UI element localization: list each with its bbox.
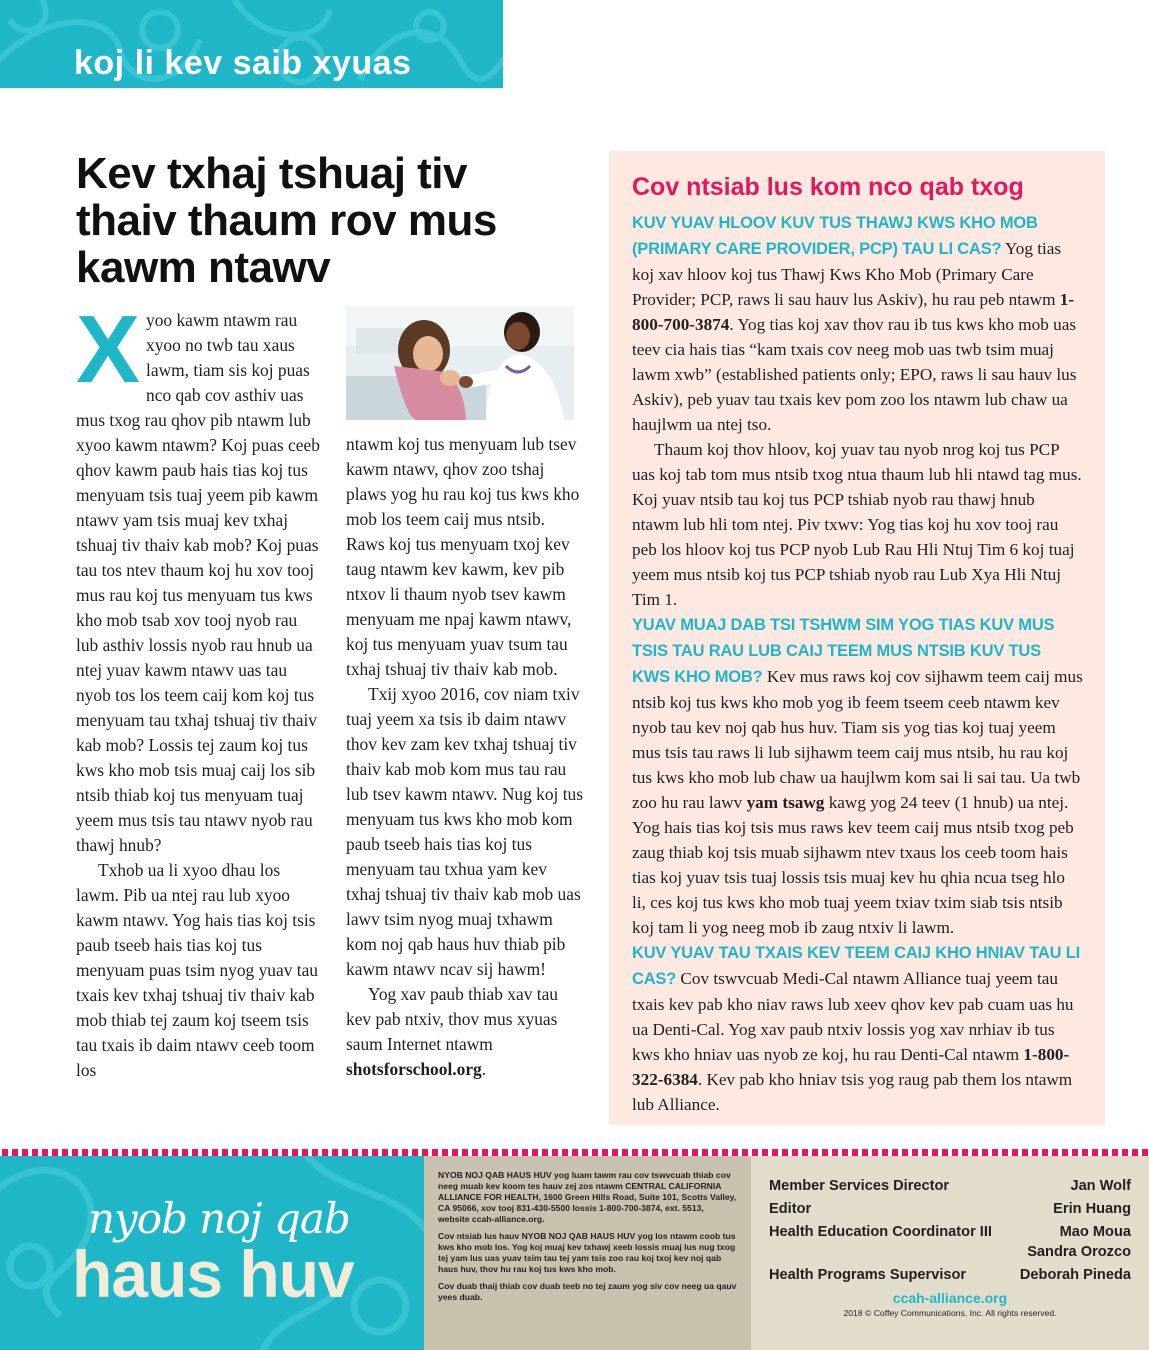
masthead-text: Cov ntsiab lus hauv NYOB NOJ QAB HAUS HUV yog los ntawm coob tus kws kho mob los. Yog koj muaj kev txhawj xeeb lossis muaj lus nug txog tej yam lus uas yuav tsim tau tej yam tsis zoo rau koj txoj kev noj qab haus huv, thov hu rau koj tus kws kho mob. <box>438 1231 736 1274</box>
faq-answer: . Yog tias koj xav thov rau ib tus kws kho mob uas teev cia hais tias “kam txais cov neeg mob uas twb tsim muaj lawm xwb” (established patients only; EPO, raws li sau hauv lus Askiv), peb yuav tau txais kev pom zoo los ntawm lub chaw ua haujlwm ua ntej tso. <box>632 315 1077 434</box>
faq-question: YUAV MUAJ DAB TSI TSHWM SIM YOG TIAS KUV MUS TSIS TAU RAU LUB CAIJ TEEM MUS NTSIB KUV TUS KWS KHO MOB? <box>632 616 1055 686</box>
sidebar-faq-2 <box>632 612 1083 940</box>
staff-role: Health Education Coordinator III <box>769 1224 992 1240</box>
staff-credits <box>751 1156 1149 1350</box>
staff-role: Editor <box>769 1201 812 1217</box>
staff-name: Sandra Orozco <box>1027 1244 1131 1260</box>
staff-name: Jan Wolf <box>1070 1178 1131 1194</box>
staff-name: Deborah Pineda <box>1019 1267 1131 1283</box>
brand-block <box>0 1156 424 1350</box>
faq-question: KUV YUAV TAU TXAIS KEV TEEM CAIJ KHO HNIAV TAU LI CAS? <box>632 944 1080 988</box>
website-link[interactable]: shotsforschool.org <box>346 1059 482 1079</box>
article-column-1 <box>76 296 322 1083</box>
doctor-child-photo <box>346 306 574 420</box>
sidebar-faq-3 <box>632 940 1083 1117</box>
staff-name: Mao Moua <box>1059 1224 1131 1240</box>
faq-answer: Thaum koj thov hloov, koj yuav tau nyob nrog koj tus PCP uas koj tab tom mus ntsib txog ntua thaum lub hli ntawd tag mus. Koj yuav ntsib tau koj tus PCP tshiab nyob rau thawj hnub ntawm lub hli tom ntej. Piv txwv: Yog tias koj hu xov tooj rau peb los hloov koj tus PCP nyob Lub Rau Hli Ntuj Tim 6 koj tuaj yeem mus ntsib koj tus PCP tshiab nyob rau Lub Xya Hli Ntuj Tim 1. <box>632 440 1082 609</box>
article-headline: Kev txhaj tshuaj tiv thaiv thaum rov mus kawm ntawv <box>76 149 497 292</box>
faq-answer: Yog tias koj xav hloov koj tus Thawj Kws Kho Mob (Primary Care Provider; PCP, raws li sau hauv lus Askiv), hu rau peb ntawm <box>632 239 1062 309</box>
faq-question: KUV YUAV HLOOV KUV TUS THAWJ KWS KHO MOB (PRIMARY CARE PROVIDER, PCP) TAU LI CAS? <box>632 214 1038 258</box>
article-paragraph: Txij xyoo 2016, cov niam txiv tuaj yeem xa tsis ib daim ntawv thov kev zam kev txhaj tshuaj tiv thaiv kab mob kom mus tau rau lub tsev kawm ntawv. Nug koj tus menyuam tus kws kho mob kom paub tseeb hais tias koj tus menyuam tau txhua yam kev txhaj tshuaj tiv thaiv kab mob uas lawv tsim nyog muaj txhawm kom noj qab haus huv thiab pib kawm ntawv ncav sij hawm! <box>346 684 584 979</box>
article-paragraph <box>346 982 586 1082</box>
faq-answer: Cov tswvcuab Medi-Cal ntawm Alliance tuaj yeem tau txais kev pab kho niav raws lub xeev qhov kev pab cuam uas hu ua Denti-Cal. Yog xav paub ntxiv lossis yog xav nrhiav ib tus kws kho hniav uas nyob ze koj, hu rau Denti-Cal ntawm <box>632 969 1074 1064</box>
photo-illustration-icon <box>346 306 574 420</box>
faq-answer: kawg yog 24 teev (1 hnub) ua ntej. Yog hais tias koj tsis mus raws kev teem caij mus ntsib txog peb zaug thiab koj tsis muab sijhawm ntev txaus los ceeb toom hais tias koj yuav tsis tuaj lossis tsis muaj kev hu qhia ncua tseg hlo li, ces koj tus kws kho mob tuaj yeem txiav txim siab tsis ntsib koj tam li yog neeg mob ib zaug ntxiv li lawm. <box>632 793 1074 937</box>
article-paragraph: Txhob ua li xyoo dhau los lawm. Pib ua ntej rau lub xyoo kawm ntawv. Yog hais tias koj tsis paub tseeb hais tias koj tus menyuam puas tsim nyog yuav tau txais kev txhaj tshuaj tiv thaiv kab mob thiab tej zaum koj tseem tsis tau txais ib daim ntawv ceeb toom los <box>76 860 318 1080</box>
section-title: koj li kev saib xyuas <box>74 44 412 82</box>
faq-answer: Kev mus raws koj cov sijhawm teem caij mus ntsib koj tus kws kho mob yog ib feem tseem ceeb ntawm kev nyob tau kev noj qab hus huv. Tiam sis yog tias koj tuaj yeem mus tsis tau raws li lub sijhawm teem caij mus ntsib, hu rau koj tus kws kho mob lub chaw ua haujlwm kom sai li sai tau. Ua twb zoo hu rau lawv <box>632 667 1083 812</box>
phone-number: 1-800-322-6384 <box>632 1045 1070 1089</box>
article-paragraph: yoo kawm ntawm rau xyoo no twb tau xaus lawm, tiam sis koj puas nco qab cov asthiv uas mus txog rau qhov pib ntawm lub xyoo kawm ntawm? Koj puas ceeb qhov kawm paub hais tias koj tus menyuam tsis tuaj yeem pib kawm ntawv yam tsis muaj kev txhaj tshuaj tiv thaiv kab mob? Koj puas tau tos ntev thaum koj hu xov tooj mus rau koj tus menyuam tus kws kho mob tsab xov tooj nyob rau lub asthiv lossis nyob rau hnub ua ntej yuav kawm ntawv uas tau nyob tos los teem caij kom koj tus menyuam tau txhaj tshuaj tiv thaiv kab mob? Lossis tej zaum koj tus kws kho mob tsis muaj caij los sib ntsib thiab koj tus menyuam tuaj yeem mus tsis tau ntawv nyob rau thawj hnub? <box>76 310 320 855</box>
article-paragraph: ntawm koj tus menyuam lub tsev kawm ntawv, qhov zoo tshaj plaws yog hu rau koj tus kws kho mob los teem caij mus ntsib. Raws koj tus menyuam txoj kev taug ntawm kev kawm, kev pib ntxov li thaum nyob tsev kawm menyuam me npaj kawm ntawv, koj tus menyuam yuav tsum tau txhaj tshuaj tiv thaiv kab mob. <box>346 434 580 679</box>
drop-cap: X <box>76 296 141 403</box>
brand-logo-script: nyob noj qab <box>88 1194 350 1243</box>
staff-name: Erin Huang <box>1053 1201 1131 1217</box>
sidebar-faq-1 <box>632 210 1083 437</box>
brand-logo-title: haus huv <box>72 1237 354 1311</box>
article-text: . <box>481 1059 487 1079</box>
emphasis-text: yam tsawg <box>746 793 825 812</box>
staff-role: Member Services Director <box>769 1178 950 1194</box>
faq-answer: . Kev pab kho hniav tsis yog raug pab them los ntawm lub Alliance. <box>632 1070 1073 1114</box>
staff-role: Health Programs Supervisor <box>769 1267 967 1283</box>
article-column-2 <box>346 432 586 1082</box>
masthead <box>424 1156 751 1350</box>
phone-number: 1-800-700-3874 <box>632 290 1075 334</box>
masthead-text: NYOB NOJ QAB HAUS HUV yog luam tawm rau cov tswvcuab thiab cov neeg muab kev koom tes hauv zej zos ntawm CENTRAL CALIFORNIA ALLIANCE FOR HEALTH, 1600 Green Hills Road, Suite 101, Scotts Valley, CA 95066, xov tooj 831-430-5500 lossis 1-800-700-3874, ext. 5513, website ccah-alliance.org. <box>438 1170 737 1224</box>
masthead-text: Cov duab thaij thiab cov duab teeb no tej zaum yog siv cov neeg ua qauv yees duab. <box>438 1281 737 1302</box>
website-link[interactable]: ccah-alliance.org <box>892 1290 1008 1306</box>
info-sidebar <box>609 151 1105 1125</box>
section-banner <box>0 0 503 88</box>
copyright: 2018 © Coffey Communications, Inc. All rights reserved. <box>843 1308 1057 1318</box>
article-text: Yog xav paub thiab xav tau kev pab ntxiv, thov mus xyuas saum Internet ntawm <box>346 984 558 1054</box>
sidebar-title: Cov ntsiab lus kom nco qab txog <box>632 173 1024 201</box>
